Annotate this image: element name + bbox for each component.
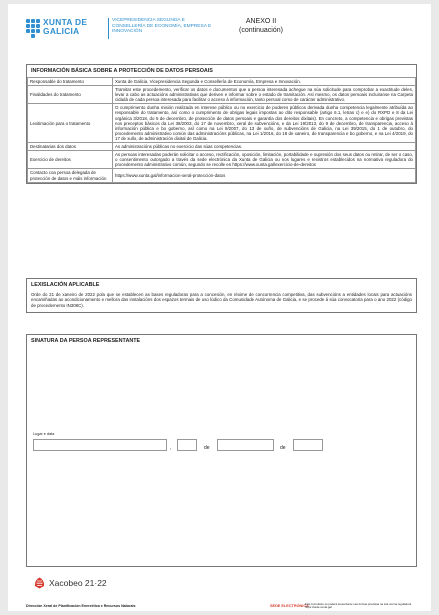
sede-electronica-label: SEDE ELECTRÓNICA xyxy=(270,604,309,608)
row-value: Xunta de Galicia. Vicepresidencia Segunda e Consellería de Economía, Empresa e Innovación. xyxy=(113,78,416,86)
legislation-section xyxy=(26,278,417,313)
signature-section xyxy=(26,334,417,567)
footer-directorate: Dirección Xeral de Planificación Enerxética e Recursos Naturais xyxy=(26,604,136,608)
annex-heading xyxy=(206,17,316,35)
row-label: Destinatarias dos datos xyxy=(28,143,113,151)
data-protection-section xyxy=(26,64,417,184)
xunta-emblem-icon xyxy=(26,19,40,37)
table-row xyxy=(28,151,416,169)
signature-title: SINATURA DA PERSOA REPRESENTANTE xyxy=(31,338,141,344)
place-date-label: Lugar e data xyxy=(33,432,55,436)
document-page xyxy=(8,4,431,611)
table-row xyxy=(28,86,416,104)
xacobeo-shell-icon xyxy=(34,577,45,589)
department-name: VICEPRESIDENCIA SEGUNDA E CONSELLERÍA DE ECONOMÍA, EMPRESA E INNOVACIÓN xyxy=(112,18,212,35)
logo-name: XUNTA DE GALICIA xyxy=(43,17,88,36)
row-label: Contacto coa persoa delegada de protección de datos e máis información xyxy=(28,169,113,182)
month-field[interactable] xyxy=(217,439,274,451)
row-value: As persoas interesadas poderán solicitar o acceso, rectificación, oposición, limitación, portabilidade e supresión dos seus datos ou retirar, de ser o caso, o consentimento outorgado a través da sede electrónica da Xunta de Galicia ou nos lugares e rexistros establecidos na normativa reguladora do procedemento administrativo común, segundo se recolle en https://www.xunta.gal/exercicio-de-dereitos xyxy=(113,151,416,169)
legislation-title: LEXISLACIÓN APLICABLE xyxy=(31,282,100,288)
data-protection-table xyxy=(27,77,416,183)
data-protection-title: INFORMACIÓN BÁSICA SOBRE A PROTECCIÓN DE DATOS PERSOAIS xyxy=(31,68,213,74)
date-separator-de-1: de xyxy=(204,445,210,451)
annex-title: ANEXO II xyxy=(245,18,277,25)
year-field[interactable] xyxy=(293,439,323,451)
sede-note: Este formulario só poderá presentarse nas formas previstas na súa norma reguladora https://sede.xunta.gal xyxy=(305,602,412,610)
table-row xyxy=(28,104,416,143)
row-label: Lexitimación para o tratamento xyxy=(28,104,113,143)
row-value: https://www.xunta.gal/informacion-xeral-proteccion-datos xyxy=(113,169,416,182)
xacobeo-wordmark: Xacobeo 21·22 xyxy=(49,578,107,588)
place-comma: , xyxy=(170,445,172,451)
annex-subtitle: (continuación) xyxy=(239,27,283,34)
row-value: As administracións públicas no exercicio das súas competencias. xyxy=(113,143,416,151)
row-label: Responsable do tratamento xyxy=(28,78,113,86)
day-field[interactable] xyxy=(177,439,197,451)
row-value: O cumprimento dunha misión realizada en interese público ou no exercicio de poderes públicos derivada dunha competencia legalmente atribuída ao responsable do tratamento, así como o cumprimento de obrigas legais impostas ao dito responsable (artigo 6.1, letras c) e e) do RXPD e 8 da Lei orgánica 3/2018, do 5 de decembro, de protección de datos persoais e garantía dos dereitos dixitais). En concreto, a competencia e obrigas previstas nos preceptos básicos da Lei 38/2003, do 17 de novembro, xeral de subvencións, e da Lei 19/2013, do 9 de decembro, de transparencia, acceso á información pública e bo goberno, así como na Lei 9/2007, do 13 de xuño, de subvencións de Galicia, na Lei 39/2015, do 1 de outubro, do procedemento administrativo común das administracións públicas, na Lei 1/2016, do 18 de xaneiro, de transparencia e bo goberno, e na Lei 4/2019, do 17 de xullo, de administración dixital de Galicia. xyxy=(113,104,416,143)
table-row xyxy=(28,169,416,182)
table-row xyxy=(28,143,416,151)
place-field[interactable] xyxy=(33,439,167,451)
legislation-text: Orde do 21 de xaneiro de 2022 pola que se establecen as bases reguladoras para a concesión, en réxime de concorrencia competitiva, das subvencións a entidades locais para actuacións encamiñadas ao acondicionamento e mellora das instalacións dos espazos termais de uso lúdico da Comunidade Autónoma de Galicia, e se procede á súa convocatoria para o ano 2022 (código de procedemento IN308C). xyxy=(31,292,412,308)
row-value: Tramitar este procedemento, verificar os datos e documentos que a persoa interesada achegue na súa solicitude para comprobar a exactitude deles, levar a cabo as actuacións administrativas que deriven e informar sobre o estado de tramitación. Así mesmo, os datos persoais incluiranse na Carpeta cidadá de cada persoa interesada para facilitar o acceso á información, tanto persoal como de carácter administrativo. xyxy=(113,86,416,104)
row-label: Exercicio de dereitos xyxy=(28,151,113,169)
date-separator-de-2: de xyxy=(280,445,286,451)
logo-divider xyxy=(108,18,109,39)
row-label: Finalidades do tratamento xyxy=(28,86,113,104)
table-row xyxy=(28,78,416,86)
